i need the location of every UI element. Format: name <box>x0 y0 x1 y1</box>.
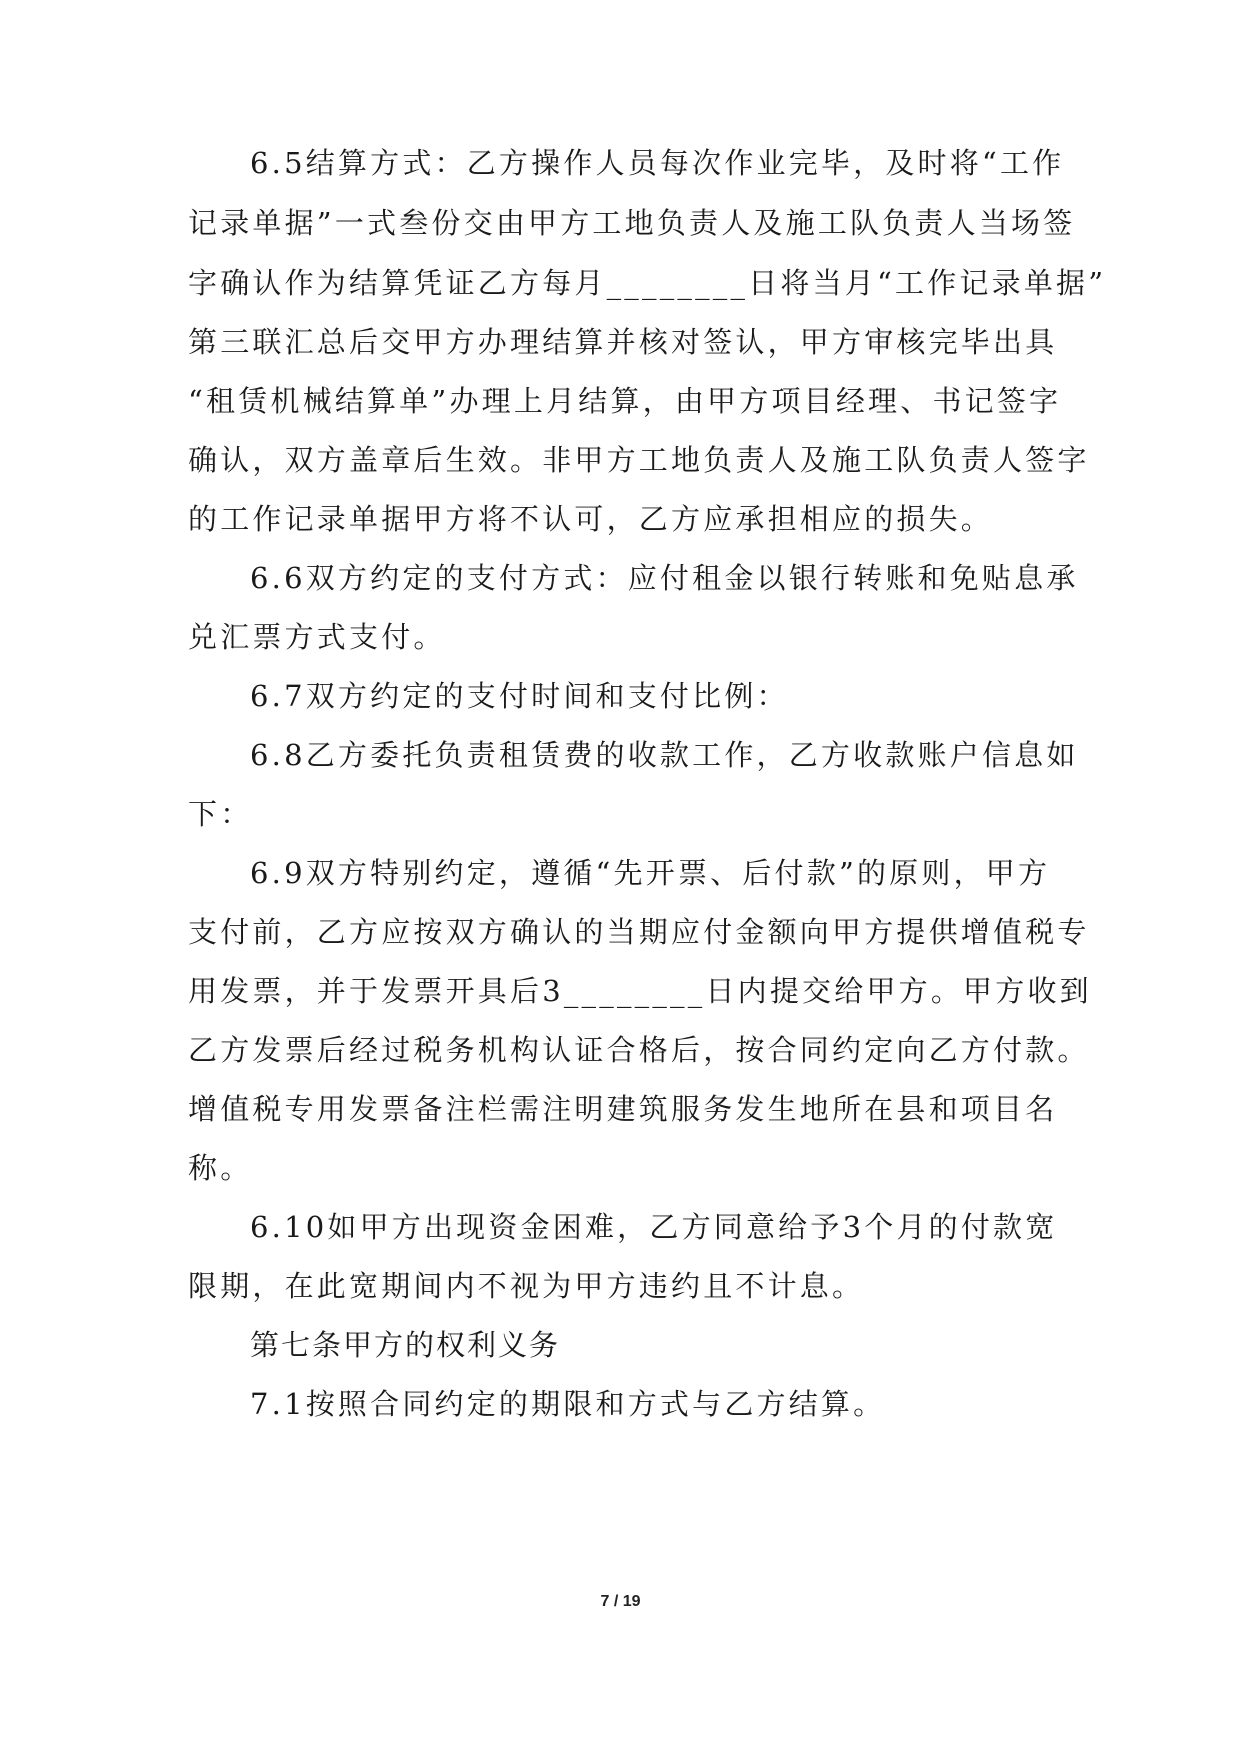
section-heading-article-7: 第七条甲方的权利义务 <box>250 1328 561 1362</box>
paragraph-6-5-line-5: “租赁机械结算单”办理上月结算，由甲方项目经理、书记签字 <box>188 384 1062 418</box>
paragraph-6-5-line-1: 6.5结算方式：乙方操作人员每次作业完毕，及时将“工作 <box>250 146 1065 180</box>
paragraph-6-5-line-3: 字确认作为结算凭证乙方每月________日将当月“工作记录单据” <box>188 266 1107 300</box>
paragraph-6-5-line-4: 第三联汇总后交甲方办理结算并核对签认，甲方审核完毕出具 <box>188 325 1058 359</box>
paragraph-6-6-line-1: 6.6双方约定的支付方式：应付租金以银行转账和免贴息承 <box>250 561 1079 595</box>
paragraph-7-1: 7.1按照合同约定的期限和方式与乙方结算。 <box>250 1387 886 1421</box>
paragraph-6-8-line-2: 下： <box>188 797 253 831</box>
paragraph-6-9-line-6: 称。 <box>188 1151 253 1185</box>
paragraph-6-9-line-1: 6.9双方特别约定，遵循“先开票、后付款”的原则，甲方 <box>250 856 1051 890</box>
paragraph-6-5-line-6: 确认，双方盖章后生效。非甲方工地负责人及施工队负责人签字 <box>188 443 1090 477</box>
paragraph-6-6-line-2: 兑汇票方式支付。 <box>188 620 446 654</box>
paragraph-6-5-line-7: 的工作记录单据甲方将不认可，乙方应承担相应的损失。 <box>188 502 994 536</box>
paragraph-6-9-line-3: 用发票，并于发票开具后3________日内提交给甲方。甲方收到 <box>188 974 1092 1008</box>
paragraph-6-9-line-4: 乙方发票后经过税务机构认证合格后，按合同约定向乙方付款。 <box>188 1033 1090 1067</box>
paragraph-6-9-line-2: 支付前，乙方应按双方确认的当期应付金额向甲方提供增值税专 <box>188 915 1090 949</box>
paragraph-6-9-line-5: 增值税专用发票备注栏需注明建筑服务发生地所在县和项目名 <box>188 1092 1058 1126</box>
page-number: 7 / 19 <box>600 1593 641 1610</box>
paragraph-6-7: 6.7双方约定的支付时间和支付比例： <box>250 679 789 713</box>
paragraph-6-5-line-2: 记录单据”一式叁份交由甲方工地负责人及施工队负责人当场签 <box>188 206 1076 240</box>
paragraph-6-10-line-1: 6.10如甲方出现资金困难，乙方同意给予3个月的付款宽 <box>250 1210 1058 1244</box>
paragraph-6-10-line-2: 限期，在此宽期间内不视为甲方违约且不计息。 <box>188 1269 865 1303</box>
paragraph-6-8-line-1: 6.8乙方委托负责租赁费的收款工作，乙方收款账户信息如 <box>250 738 1079 772</box>
